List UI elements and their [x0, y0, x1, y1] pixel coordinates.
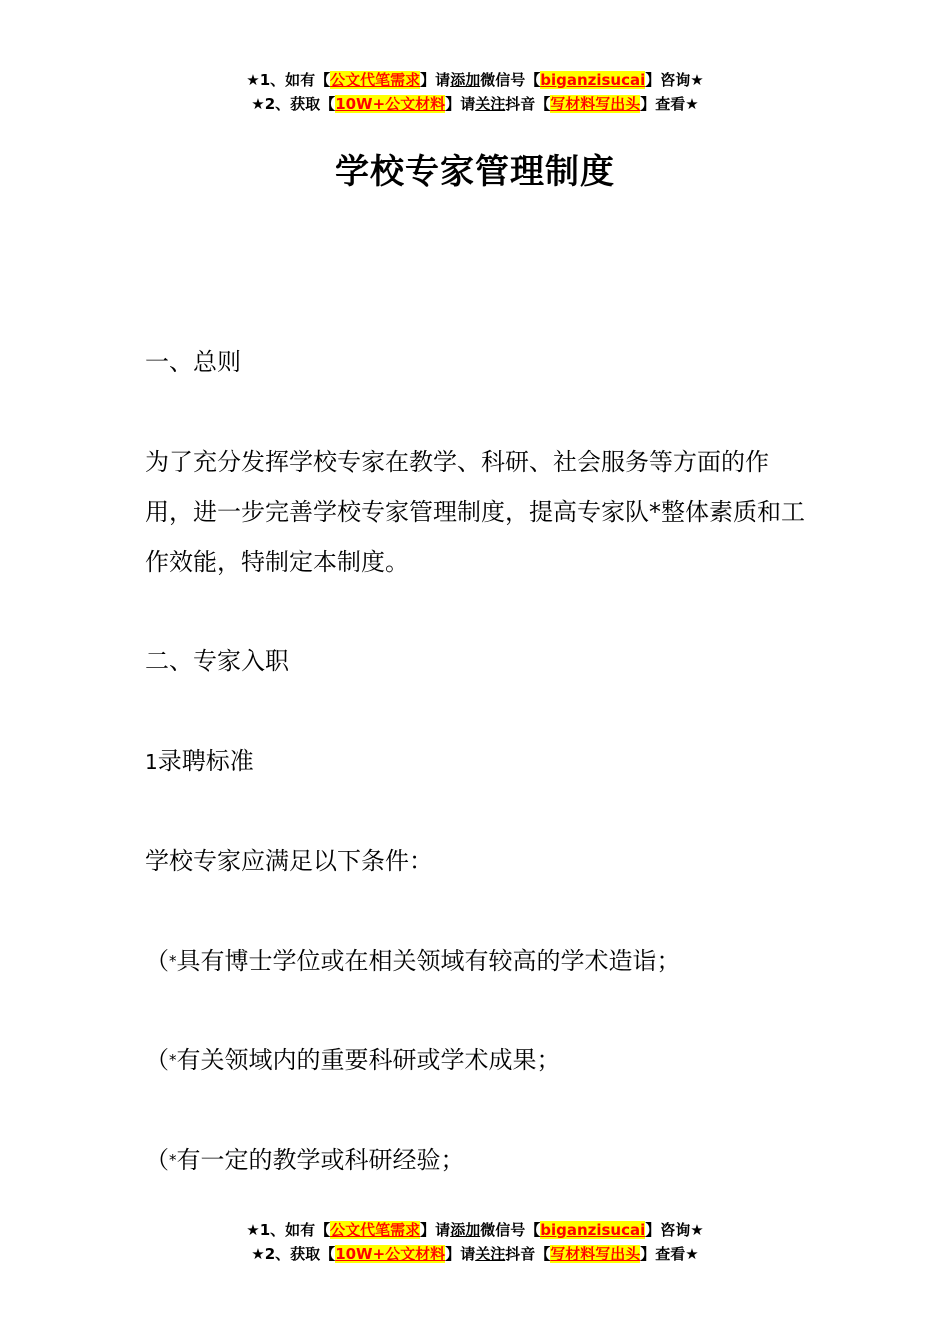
banner-text: 微信号【	[480, 71, 541, 89]
banner-text: 抖音【	[505, 95, 551, 113]
subsection-number: 1	[145, 750, 158, 774]
banner-text: 】咨询★	[645, 1221, 704, 1239]
banner-underline: 关注	[475, 1245, 506, 1263]
item-star: *	[169, 952, 177, 970]
item-text: 有一定的教学或科研经验；	[176, 1146, 465, 1174]
banner-highlight: 公文代笔需求	[330, 1221, 421, 1239]
item-paren: （	[145, 947, 169, 975]
subsection-label: 录聘标准	[157, 747, 254, 775]
item-star: *	[169, 1151, 177, 1169]
banner-text: 抖音【	[505, 1245, 551, 1263]
item-paren: （	[145, 1146, 169, 1174]
banner-highlight: 写材料写出头	[550, 1245, 641, 1263]
banner-highlight: 写材料写出头	[550, 95, 641, 113]
banner-text: 】查看★	[640, 95, 699, 113]
section-heading-onboarding: 二、专家入职	[145, 647, 289, 675]
list-item	[145, 1035, 815, 1085]
item-text: 具有博士学位或在相关领域有较高的学术造诣；	[176, 947, 681, 975]
banner-underline: 关注	[475, 95, 506, 113]
banner-line-2	[0, 1242, 950, 1266]
banner-text: 】请	[445, 95, 476, 113]
banner-highlight: 10W+公文材料	[335, 1245, 446, 1263]
item-paren: （	[145, 1046, 169, 1074]
section-body-general: 为了充分发挥学校专家在教学、科研、社会服务等方面的作用，进一步完善学校专家管理制度，提高专家队*整体素质和工作效能，特制定本制度。	[145, 448, 805, 576]
banner-text: 】请	[445, 1245, 476, 1263]
list-item	[145, 1135, 815, 1185]
banner-text: 】请	[420, 71, 451, 89]
banner-underline: 添加	[450, 1221, 481, 1239]
banner-text: 】请	[420, 1221, 451, 1239]
banner-highlight: 10W+公文材料	[335, 95, 446, 113]
banner-underline: 添加	[450, 71, 481, 89]
section-heading-general: 一、总则	[145, 348, 241, 376]
banner-line-2	[0, 92, 950, 116]
header-banner	[0, 68, 950, 116]
banner-text: ★2、获取【	[251, 1245, 336, 1263]
banner-text: 微信号【	[480, 1221, 541, 1239]
banner-text: ★1、如有【	[246, 71, 331, 89]
item-star: *	[169, 1051, 177, 1069]
banner-text: 】咨询★	[645, 71, 704, 89]
document-title: 学校专家管理制度	[335, 152, 615, 192]
list-item	[145, 936, 815, 986]
banner-text: ★2、获取【	[251, 95, 336, 113]
footer-banner	[0, 1218, 950, 1266]
banner-line-1	[0, 1218, 950, 1242]
item-text: 有关领域内的重要科研或学术成果；	[176, 1046, 561, 1074]
banner-text: ★1、如有【	[246, 1221, 331, 1239]
banner-highlight: biganzisucai	[540, 71, 646, 89]
banner-line-1	[0, 68, 950, 92]
banner-highlight: 公文代笔需求	[330, 71, 421, 89]
banner-text: 】查看★	[640, 1245, 699, 1263]
banner-highlight: biganzisucai	[540, 1221, 646, 1239]
subsection-heading-criteria	[145, 736, 815, 787]
conditions-intro: 学校专家应满足以下条件：	[145, 847, 433, 875]
